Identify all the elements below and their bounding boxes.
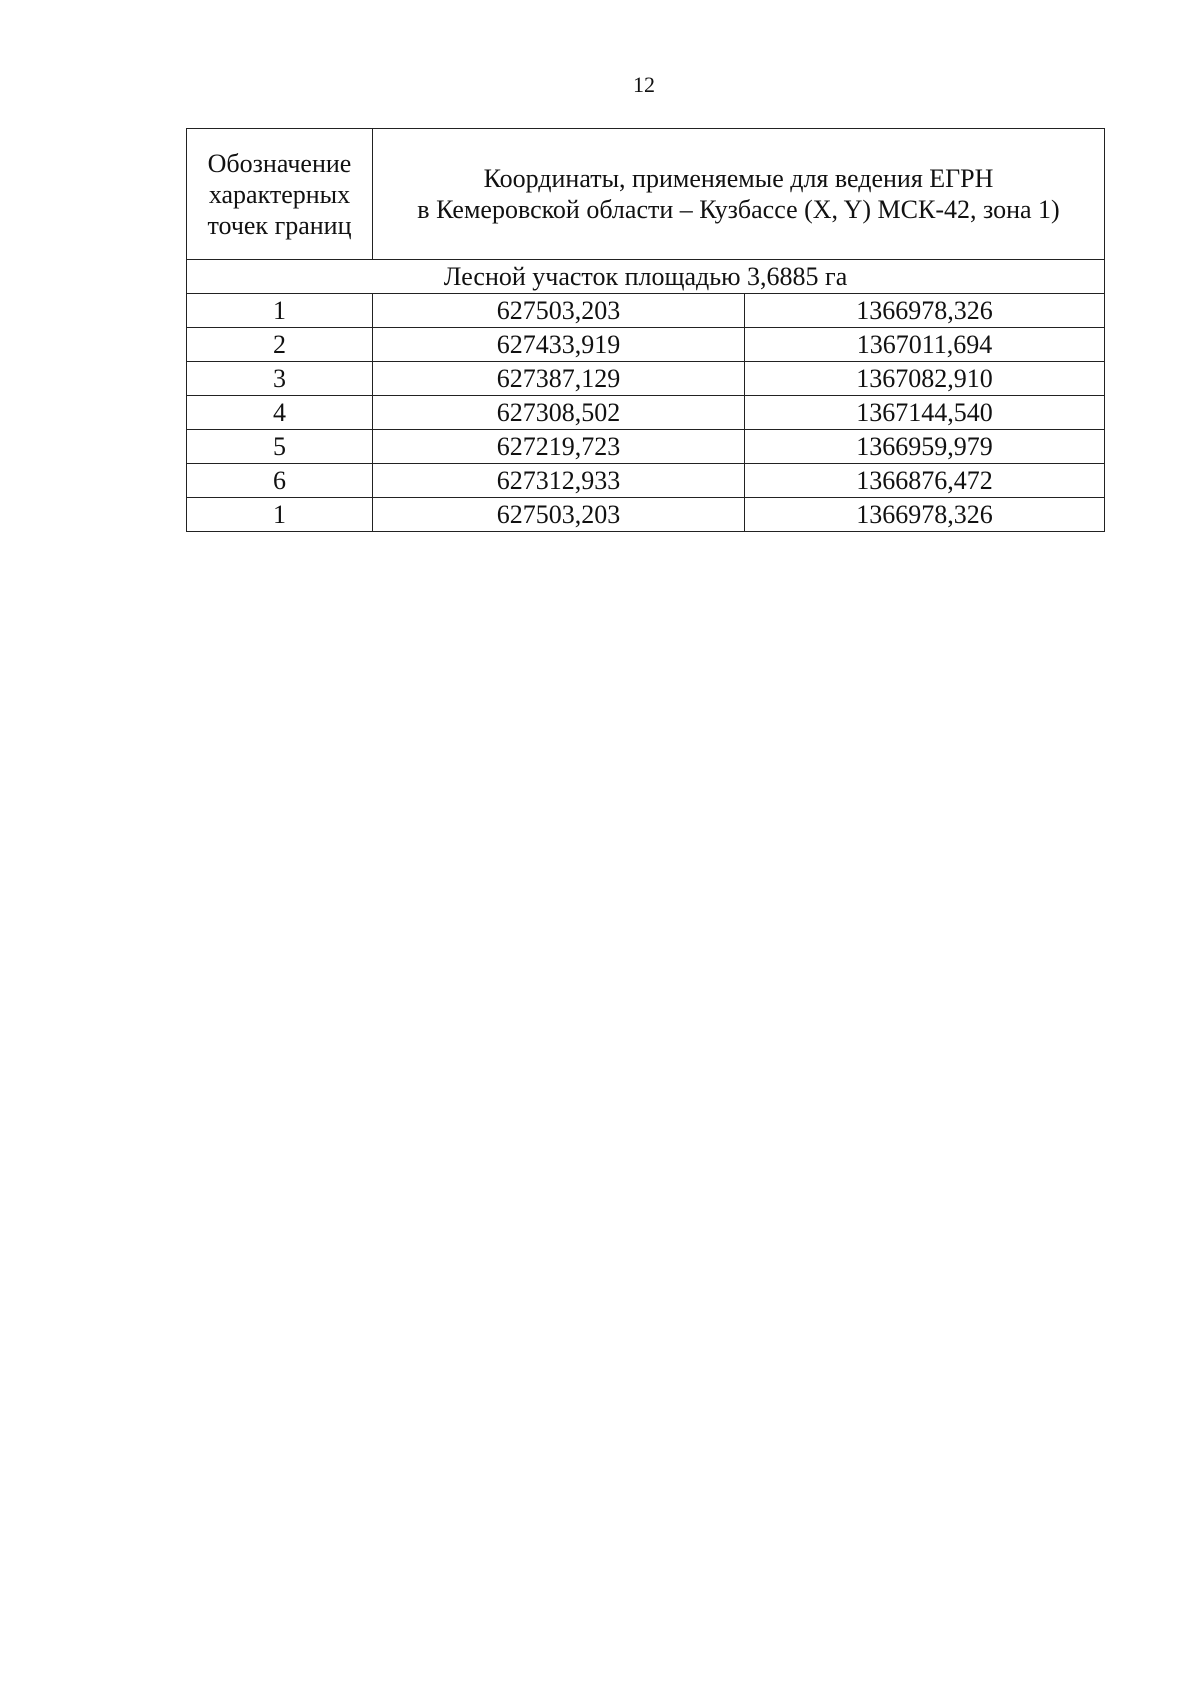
y-cell: 1367011,694 <box>745 328 1105 362</box>
table-header-row <box>187 129 1105 260</box>
point-cell: 4 <box>187 396 373 430</box>
header-coords-line-1: Координаты, применяемые для ведения ЕГРН <box>483 164 994 193</box>
table-row <box>187 464 1105 498</box>
table-row <box>187 498 1105 532</box>
header-point-designation <box>187 129 373 260</box>
x-cell: 627387,129 <box>373 362 745 396</box>
coordinates-table <box>186 128 1105 532</box>
point-cell: 3 <box>187 362 373 396</box>
header-coords-line-2: в Кемеровской области – Кузбассе (X, Y) МСК-42, зона 1) <box>417 195 1060 224</box>
header-point-line-3: точек границ <box>207 210 352 240</box>
table-row <box>187 328 1105 362</box>
table-row <box>187 362 1105 396</box>
header-coordinates <box>373 129 1105 260</box>
section-title: Лесной участок площадью 3,6885 га <box>187 260 1105 294</box>
point-cell: 2 <box>187 328 373 362</box>
section-row <box>187 260 1105 294</box>
x-cell: 627433,919 <box>373 328 745 362</box>
x-cell: 627503,203 <box>373 294 745 328</box>
header-point-line-1: Обозначение <box>207 148 352 178</box>
header-point-line-2: характерных <box>208 179 351 209</box>
table-row <box>187 396 1105 430</box>
x-cell: 627308,502 <box>373 396 745 430</box>
point-cell: 5 <box>187 430 373 464</box>
y-cell: 1366978,326 <box>745 294 1105 328</box>
x-cell: 627503,203 <box>373 498 745 532</box>
y-cell: 1366876,472 <box>745 464 1105 498</box>
point-cell: 1 <box>187 294 373 328</box>
point-cell: 6 <box>187 464 373 498</box>
y-cell: 1366978,326 <box>745 498 1105 532</box>
point-cell: 1 <box>187 498 373 532</box>
y-cell: 1367082,910 <box>745 362 1105 396</box>
x-cell: 627312,933 <box>373 464 745 498</box>
table-row <box>187 294 1105 328</box>
x-cell: 627219,723 <box>373 430 745 464</box>
y-cell: 1367144,540 <box>745 396 1105 430</box>
page-number: 12 <box>633 72 655 97</box>
table-row <box>187 430 1105 464</box>
y-cell: 1366959,979 <box>745 430 1105 464</box>
